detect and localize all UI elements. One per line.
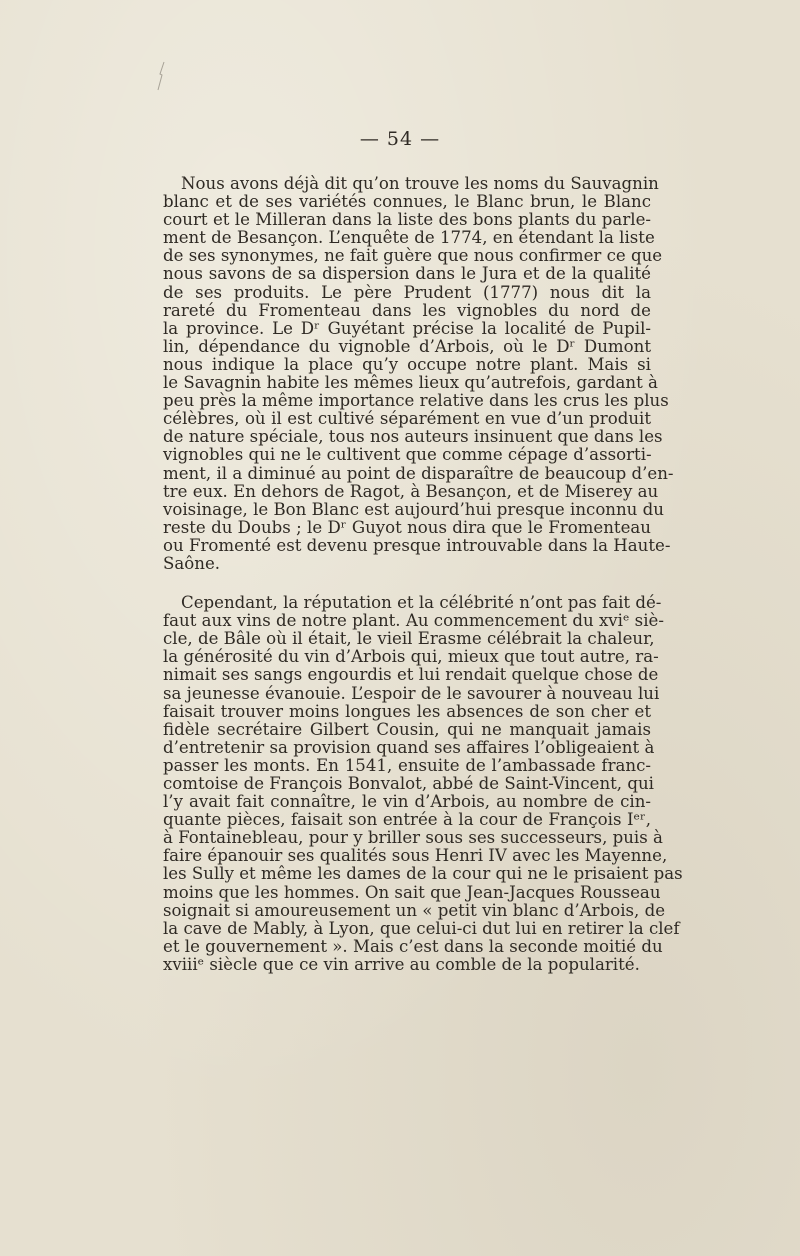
text-line: moins que les hommes. On sait que Jean-Jacques Rousseau	[163, 882, 661, 902]
text-line: blanc et de ses variétés connues, le Blanc brun, le Blanc	[163, 192, 651, 212]
text-line: comtoise de François Bonvalot, abbé de Saint-Vincent, qui	[163, 774, 654, 793]
text-line: la province. Le Dʳ Guyétant précise la localité de Pupil-	[163, 318, 651, 338]
paragraph-gap	[163, 573, 651, 594]
text-line: tre eux. En dehors de Ragot, à Besançon, et de Miserey au	[163, 481, 659, 501]
text-line: célèbres, où il est cultivé séparément en vue d’un produit	[163, 409, 651, 429]
pencil-mark	[150, 60, 172, 94]
text-line: peu près la même importance relative dans les crus les plus	[163, 391, 669, 411]
text-line: court et le Milleran dans la liste des bons plants du parle-	[163, 210, 651, 230]
text-line: de ses produits. Le père Prudent (1777) nous dit la	[163, 282, 651, 302]
text-line: reste du Doubs ; le Dʳ Guyot nous dira que le Fromenteau	[163, 517, 651, 537]
text-line: Nous avons déjà dit qu’on trouve les noms du Sauvagnin	[181, 174, 659, 193]
text-line: le Savagnin habite les mêmes lieux qu’autrefois, gardant à	[163, 373, 658, 393]
paragraph-2	[163, 593, 683, 974]
page-number: — 54 —	[359, 128, 441, 150]
text-line: rareté du Fromenteau dans les vignobles du nord de	[163, 300, 651, 320]
text-line: faire épanouir ses qualités sous Henri IV avec les Mayenne,	[163, 846, 668, 866]
text-line: l’y avait fait connaître, le vin d’Arbois, au nombre de cin-	[163, 792, 651, 812]
text-line: de nature spéciale, tous nos auteurs insinuent que dans les	[163, 427, 663, 447]
text-line: Saône.	[163, 553, 221, 573]
text-line: fidèle secrétaire Gilbert Cousin, qui ne manquait jamais	[163, 719, 651, 739]
text-line: ment de Besançon. L’enquête de 1774, en étendant la liste	[163, 228, 655, 248]
text-line: d’entretenir sa provision quand ses affaires l’obligeaient à	[163, 737, 655, 757]
text-line: et le gouvernement ». Mais c’est dans la seconde moitié du	[163, 936, 663, 956]
text-line: nimait ses sangs engourdis et lui rendait quelque chose de	[163, 665, 659, 685]
text-line: cle, de Bâle où il était, le vieil Erasme célébrait la chaleur,	[163, 629, 655, 649]
body-text	[163, 174, 683, 974]
text-line: faisait trouver moins longues les absences de son cher et	[163, 701, 651, 721]
text-line: passer les monts. En 1541, ensuite de l’ambassade franc-	[163, 755, 651, 775]
text-line: lin, dépendance du vignoble d’Arbois, où le Dʳ Dumont	[163, 336, 651, 356]
text-line: ou Fromenté est devenu presque introuvable dans la Haute-	[163, 535, 671, 555]
text-line: vignobles qui ne le cultivent que comme cépage d’assorti-	[163, 445, 652, 465]
text-line: xviiiᵉ siècle que ce vin arrive au comble de la popularité.	[163, 954, 640, 974]
text-line: sa jeunesse évanouie. L’espoir de le savourer à nouveau lui	[163, 683, 660, 703]
text-line: voisinage, le Bon Blanc est aujourd’hui presque inconnu du	[163, 499, 664, 519]
text-line: quante pièces, faisait son entrée à la cour de François Iᵉʳ,	[163, 810, 651, 830]
text-line: ment, il a diminué au point de disparaître de beaucoup d’en-	[163, 463, 674, 483]
text-line: soignait si amoureusement un « petit vin blanc d’Arbois, de	[163, 900, 666, 920]
text-line: la cave de Mably, à Lyon, que celui-ci dut lui en retirer la clef	[163, 918, 680, 938]
paragraph-1	[163, 174, 674, 573]
text-line: la générosité du vin d’Arbois qui, mieux que tout autre, ra-	[163, 647, 659, 667]
text-line: de ses synonymes, ne fait guère que nous confirmer ce que	[163, 246, 663, 266]
text-line: nous indique la place qu’y occupe notre plant. Mais si	[163, 354, 651, 374]
text-line: Cependant, la réputation et la célébrité n’ont pas fait dé-	[181, 593, 662, 613]
text-line: les Sully et même les dames de la cour qui ne le prisaient pas	[163, 864, 683, 884]
text-line: nous savons de sa dispersion dans le Jura et de la qualité	[163, 264, 651, 284]
text-line: à Fontainebleau, pour y briller sous ses successeurs, puis à	[163, 828, 663, 848]
text-line: faut aux vins de notre plant. Au commencement du xviᵉ siè-	[163, 611, 664, 631]
